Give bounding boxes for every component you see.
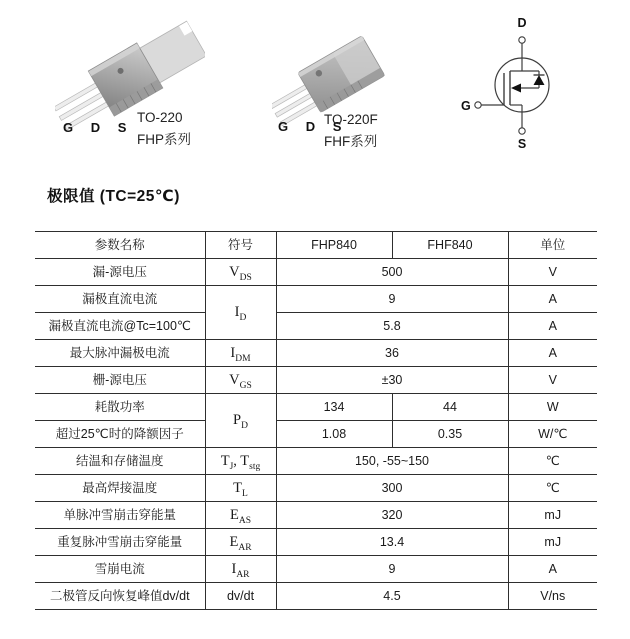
section-title: 极限值 (TC=25℃): [47, 188, 180, 205]
to220f-pin-labels: G D S: [278, 119, 349, 134]
symbol-cell: $V_{DS}$: [205, 259, 276, 286]
unit-cell: mJ: [508, 529, 597, 556]
symbol-cell: $E_{AS}$: [205, 502, 276, 529]
value-cell: 9: [276, 286, 508, 313]
table-row: [35, 367, 597, 394]
drain-terminal: [519, 37, 525, 43]
value-cell: ±30: [276, 367, 508, 394]
table-row: [35, 340, 597, 367]
ratings-table: [35, 231, 597, 610]
param-cell: 二极管反向恢复峰值dv/dt: [35, 583, 205, 610]
value-cell: 4.5: [276, 583, 508, 610]
table-header-row: [35, 232, 597, 259]
symbol-cell: $P_D$: [205, 394, 276, 448]
param-cell: 结温和存储温度: [35, 448, 205, 475]
param-cell: 最大脉冲漏极电流: [35, 340, 205, 367]
unit-cell: W/℃: [508, 421, 597, 448]
value-cell: 36: [276, 340, 508, 367]
gate-label: G: [461, 99, 471, 113]
source-terminal: [519, 128, 525, 134]
value-cell: 1.08: [276, 421, 392, 448]
unit-cell: A: [508, 313, 597, 340]
table-row: [35, 394, 597, 421]
table-row: [35, 313, 597, 340]
value-cell: 0.35: [392, 421, 508, 448]
table-row: [35, 286, 597, 313]
value-cell: 44: [392, 394, 508, 421]
table-row: [35, 556, 597, 583]
unit-cell: V: [508, 259, 597, 286]
unit-cell: A: [508, 286, 597, 313]
header-fhf840: FHF840: [392, 232, 508, 259]
symbol-cell: dv/dt: [205, 583, 276, 610]
param-cell: 耗散功率: [35, 394, 205, 421]
value-cell: 9: [276, 556, 508, 583]
unit-cell: ℃: [508, 448, 597, 475]
param-cell: 漏-源电压: [35, 259, 205, 286]
unit-cell: A: [508, 340, 597, 367]
symbol-cell: $T_J$, $T_{stg}$: [205, 448, 276, 475]
table-row: [35, 259, 597, 286]
drain-label: D: [517, 16, 527, 30]
table-row: [35, 583, 597, 610]
header-parameter: 参数名称: [35, 232, 205, 259]
table-row: [35, 448, 597, 475]
table-row: [35, 502, 597, 529]
value-cell: 150, -55~150: [276, 448, 508, 475]
table-row: [35, 421, 597, 448]
to220-pin-labels: G D S: [63, 120, 134, 135]
param-cell: 漏极直流电流: [35, 286, 205, 313]
unit-cell: ℃: [508, 475, 597, 502]
unit-cell: V/ns: [508, 583, 597, 610]
symbol-cell: $V_{GS}$: [205, 367, 276, 394]
source-label: S: [517, 137, 527, 151]
header-fhp840: FHP840: [276, 232, 392, 259]
to220f-package-name: TO-220F: [324, 112, 378, 127]
symbol-cell: $I_{DM}$: [205, 340, 276, 367]
header-symbol: 符号: [205, 232, 276, 259]
to220f-series-label: FHF系列: [324, 134, 378, 149]
table-row: [35, 529, 597, 556]
to220-series-label: FHP系列: [137, 132, 191, 147]
unit-cell: W: [508, 394, 597, 421]
body-arrow: [511, 84, 521, 93]
param-cell: 重复脉冲雪崩击穿能量: [35, 529, 205, 556]
gate-terminal: [475, 102, 481, 108]
param-cell: 超过25℃时的降额因子: [35, 421, 205, 448]
table-row: [35, 475, 597, 502]
unit-cell: A: [508, 556, 597, 583]
param-cell: 栅-源电压: [35, 367, 205, 394]
to220-package-name: TO-220: [137, 110, 183, 125]
unit-cell: V: [508, 367, 597, 394]
unit-cell: mJ: [508, 502, 597, 529]
value-cell: 13.4: [276, 529, 508, 556]
symbol-cell: $I_{AR}$: [205, 556, 276, 583]
param-cell: 最高焊接温度: [35, 475, 205, 502]
param-cell: 漏极直流电流@Tc=100℃: [35, 313, 205, 340]
body-diode: [534, 75, 545, 85]
value-cell: 320: [276, 502, 508, 529]
param-cell: 单脉冲雪崩击穿能量: [35, 502, 205, 529]
value-cell: 5.8: [276, 313, 508, 340]
param-cell: 雪崩电流: [35, 556, 205, 583]
mosfet-circuit-symbol: [460, 14, 584, 152]
package-body: [298, 36, 385, 113]
header-unit: 单位: [508, 232, 597, 259]
symbol-cell: $I_D$: [205, 286, 276, 340]
value-cell: 500: [276, 259, 508, 286]
value-cell: 134: [276, 394, 392, 421]
symbol-cell: $E_{AR}$: [205, 529, 276, 556]
value-cell: 300: [276, 475, 508, 502]
symbol-cell: $T_L$: [205, 475, 276, 502]
